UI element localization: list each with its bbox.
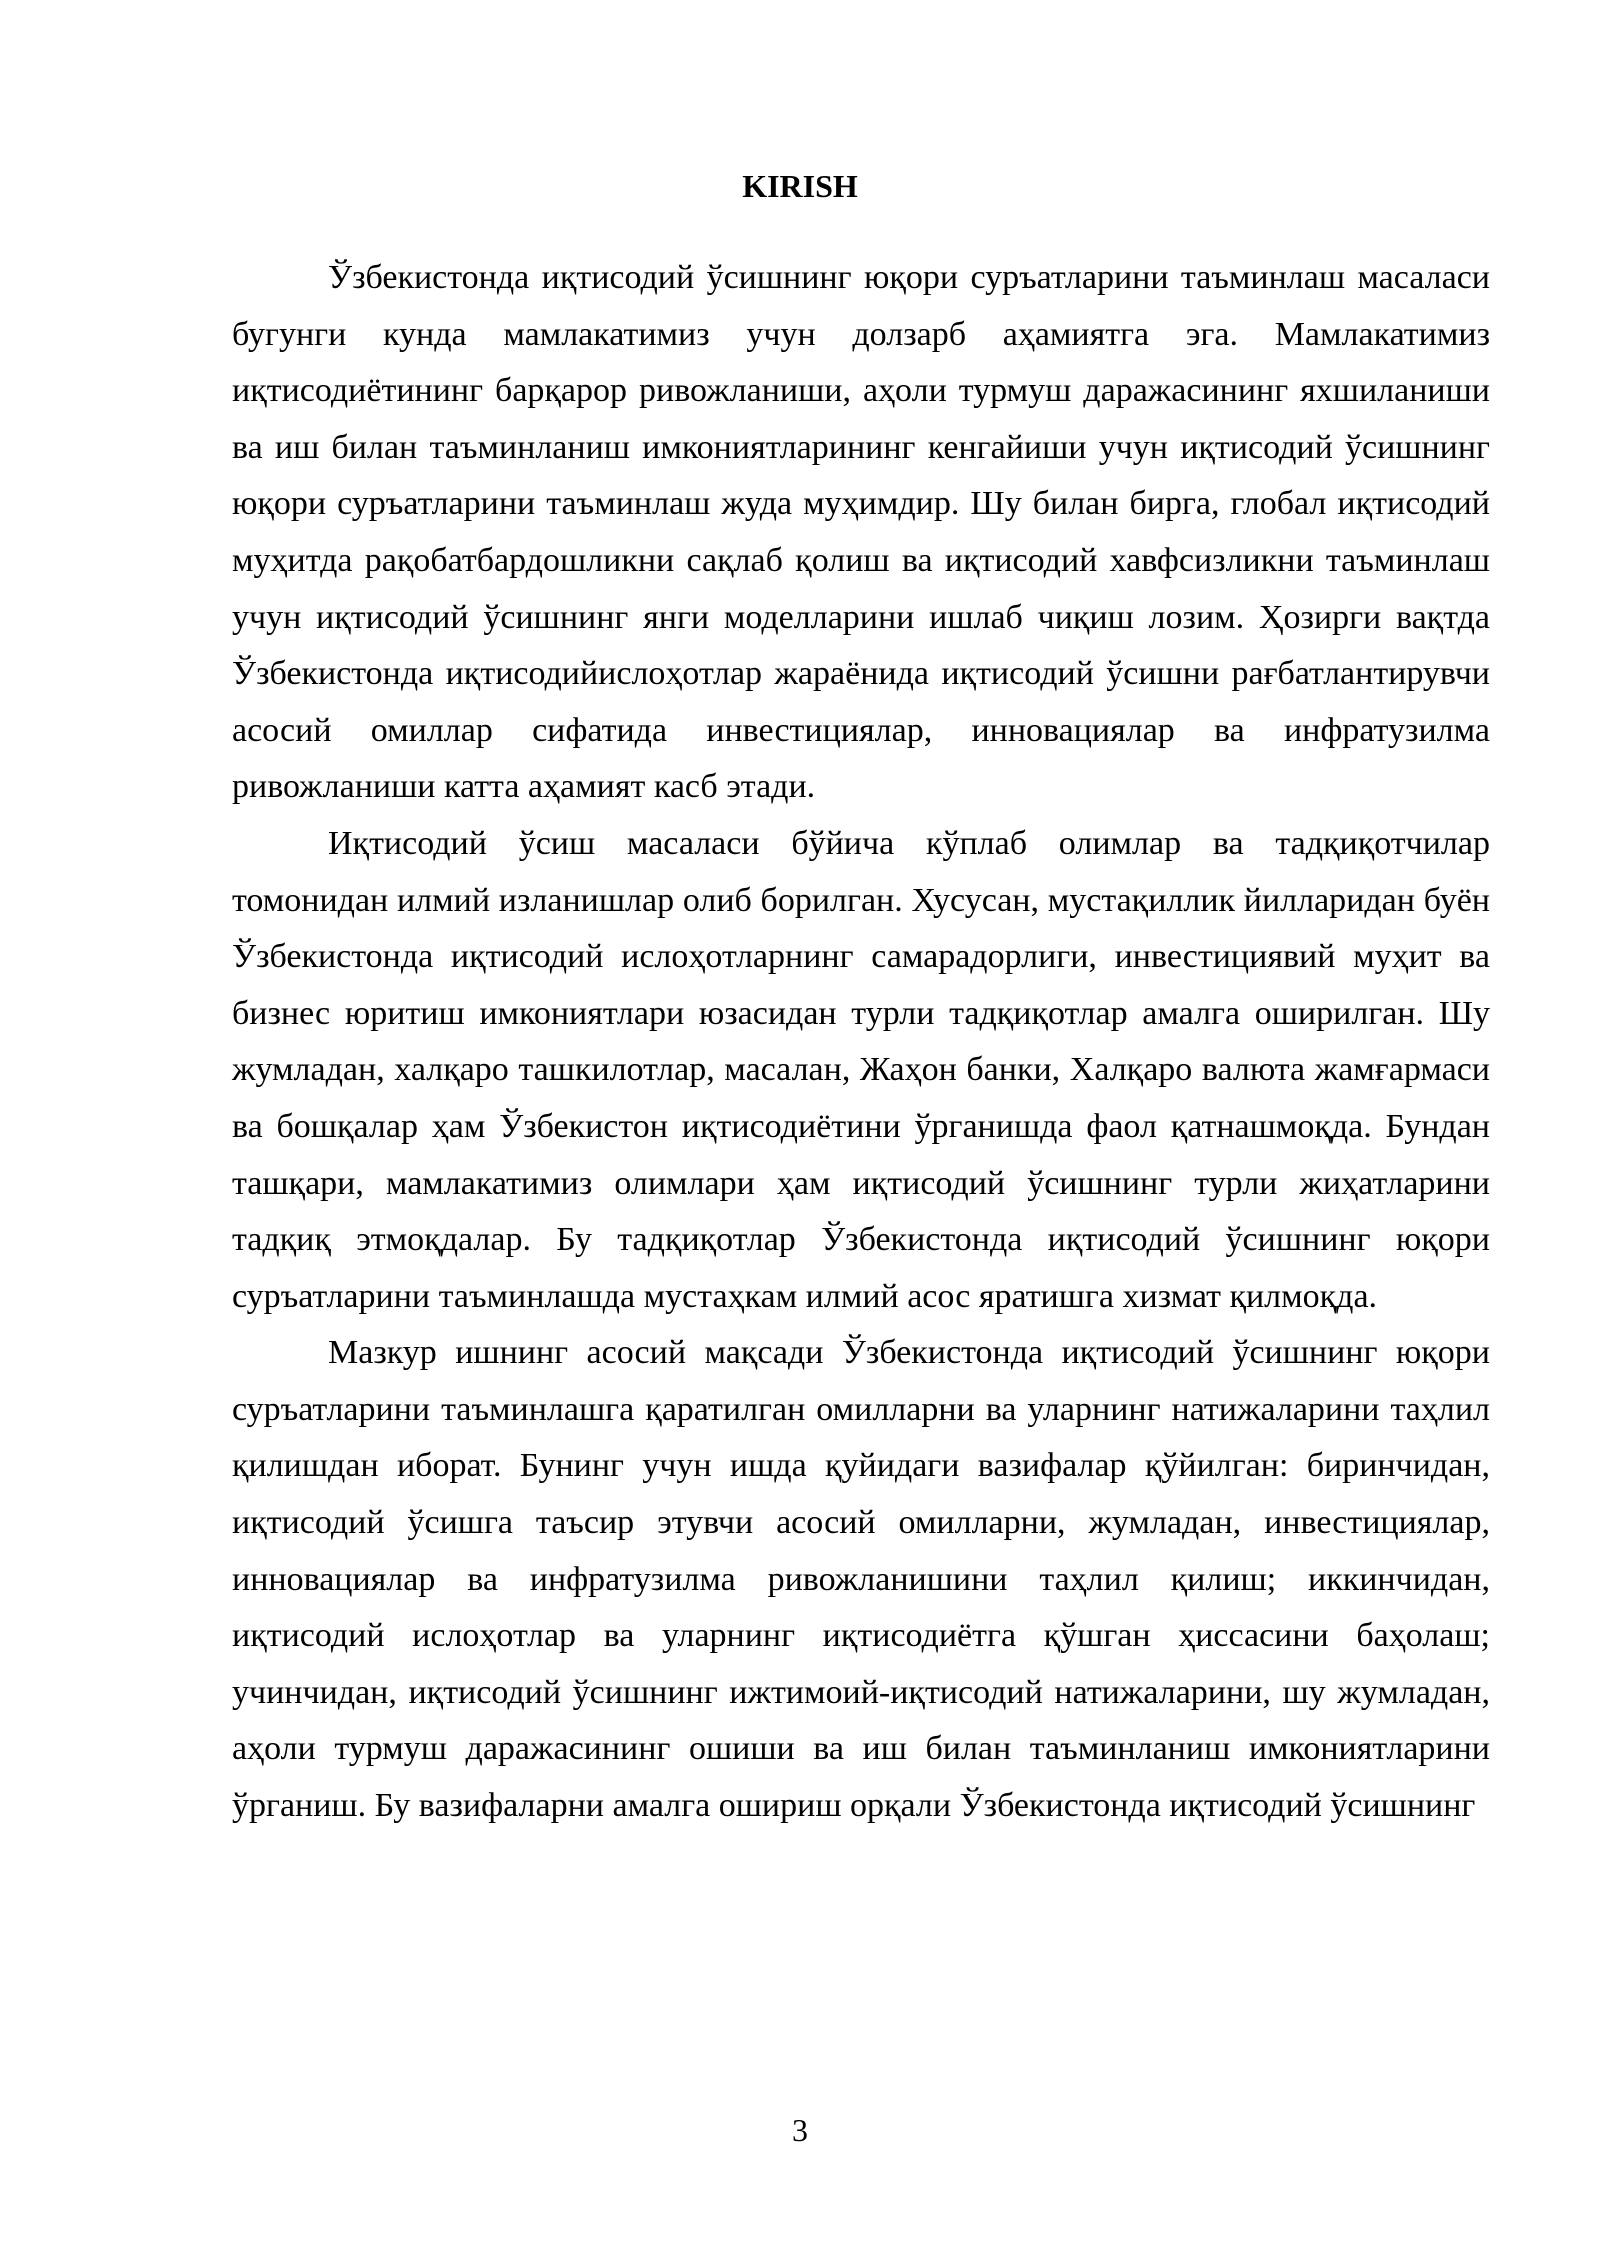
paragraph-3: Мазкур ишнинг асосий мақсади Ўзбекистонда иқтисодий ўсишнинг юқори суръатларини таъминлашга қаратилган омилларни ва уларнинг натижаларини таҳлил қилишдан иборат. Бунинг учун ишда қуйидаги вазифалар қўйилган: биринчидан, иқтисодий ўсишга таъсир этувчи асосий омилларни, жумладан, инвестициялар, инновациялар ва инфратузилма ривожланишини таҳлил қилиш; иккинчидан, иқтисодий ислоҳотлар ва уларнинг иқтисодиётга қўшган ҳиссасини баҳолаш; учинчидан, иқтисодий ўсишнинг ижтимоий-иқтисодий натижаларини, шу жумладан, аҳоли турмуш даражасининг ошиши ва иш билан таъминланиш имкониятларини ўрганиш. Бу вазифаларни амалга ошириш орқали Ўзбекистонда иқтисодий ўсишнинг	[232, 1334, 1490, 1825]
page-number: 3	[792, 2112, 808, 2148]
body-text	[232, 250, 1490, 1835]
section-title: KIRISH	[742, 168, 858, 204]
paragraph-2: Иқтисодий ўсиш масаласи бўйича кўплаб олимлар ва тадқиқотчилар томонидан илмий изланишлар олиб борилган. Хусусан, мустақиллик йилларидан буён Ўзбекистонда иқтисодий ислоҳотларнинг самарадорлиги, инвестициявий муҳит ва бизнес юритиш имкониятлари юзасидан турли тадқиқотлар амалга оширилган. Шу жумладан, халқаро ташкилотлар, масалан, Жаҳон банки, Халқаро валюта жамғармаси ва бошқалар ҳам Ўзбекистон иқтисодиётини ўрганишда фаол қатнашмоқда. Бундан ташқари, мамлакатимиз олимлари ҳам иқтисодий ўсишнинг турли жиҳатларини тадқиқ этмоқдалар. Бу тадқиқотлар Ўзбекистонда иқтисодий ўсишнинг юқори суръатларини таъминлашда мустаҳкам илмий асос яратишга хизмат қилмоқда.	[232, 824, 1490, 1315]
paragraph-1: Ўзбекистонда иқтисодий ўсишнинг юқори суръатларини таъминлаш масаласи бугунги кунда мамлакатимиз учун долзарб аҳамиятга эга. Мамлакатимиз иқтисодиётининг барқарор ривожланиши, аҳоли турмуш даражасининг яхшиланиши ва иш билан таъминланиш имкониятларининг кенгайиши учун иқтисодий ўсишнинг юқори суръатларини таъминлаш жуда муҳимдир. Шу билан бирга, глобал иқтисодий муҳитда рақобатбардошликни сақлаб қолиш ва иқтисодий хавфсизликни таъминлаш учун иқтисодий ўсишнинг янги моделларини ишлаб чиқиш лозим. Ҳозирги вақтда Ўзбекистонда иқтисодийислоҳотлар жараёнида иқтисодий ўсишни рағбатлантирувчи асосий омиллар сифатида инвестициялар, инновациялар ва инфратузилма ривожланиши катта аҳамият касб этади.	[232, 259, 1490, 806]
